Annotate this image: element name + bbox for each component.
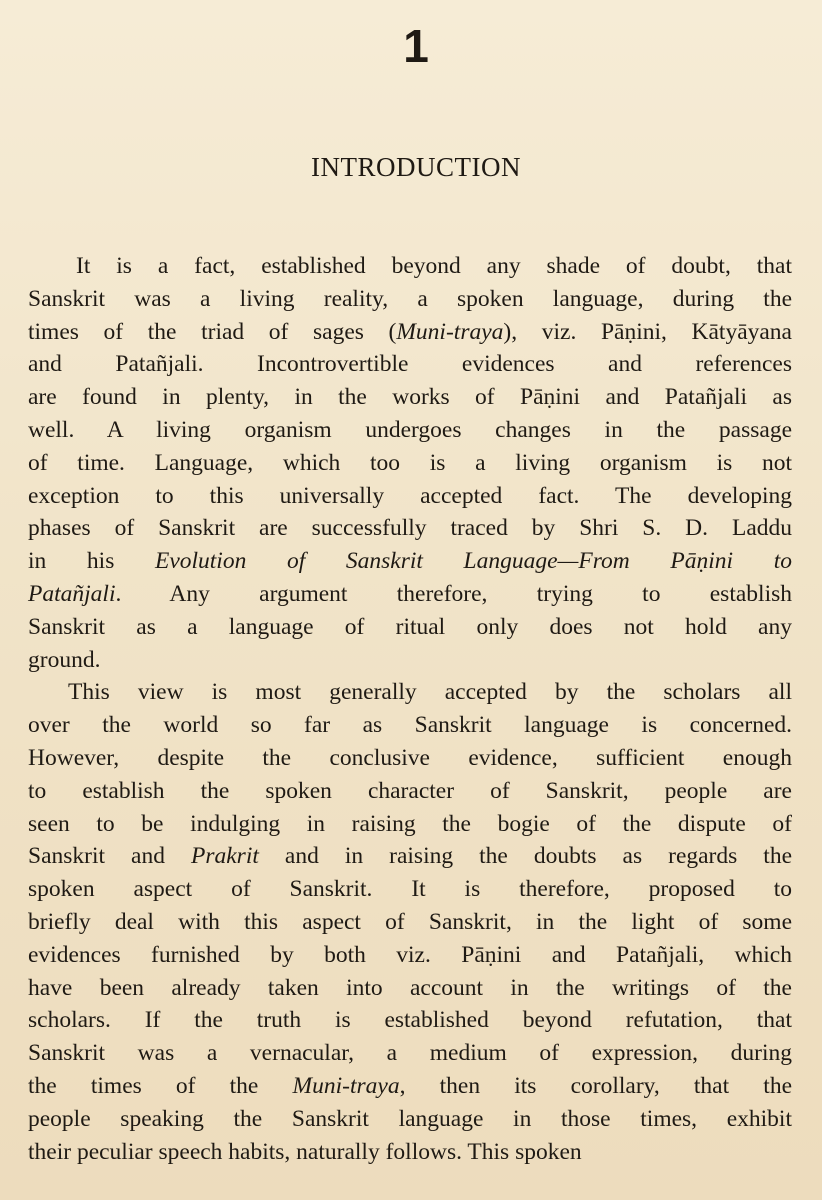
paragraph [28,250,792,676]
text-line: Sanskrit as a language of ritual only does not hold any [28,613,792,640]
text-line: times of the triad of sages (Muni-traya), viz. Pāṇini, Kātyāyana [28,318,792,345]
text-line: ground. [28,646,101,673]
text-line: exception to this universally accepted fact. The developing [28,482,792,509]
text-line: This view is most generally accepted by the scholars all [68,679,792,706]
text-line: However, despite the conclusive evidence, sufficient enough [28,744,792,771]
text-line: It is a fact, established beyond any shade of doubt, that [76,253,792,279]
text-line: and Patañjali. Incontrovertible evidences and references [28,351,792,378]
text-line: over the world so far as Sanskrit language is concerned. [28,712,792,739]
text-line: are found in plenty, in the works of Pāṇini and Patañjali as [28,384,792,411]
text-line: of time. Language, which too is a living organism is not [28,449,792,476]
chapter-body-text [28,250,792,1168]
text-line: the times of the Muni-traya, then its corollary, that the [28,1072,792,1099]
text-line: briefly deal with this aspect of Sanskrit, in the light of some [28,908,792,935]
text-line: Sanskrit was a living reality, a spoken language, during the [28,285,792,312]
text-line: scholars. If the truth is established beyond refutation, that [28,1007,792,1034]
text-line: evidences furnished by both viz. Pāṇini and Patañjali, which [28,941,792,968]
text-line: spoken aspect of Sanskrit. It is therefore, proposed to [28,876,792,903]
text-line: phases of Sanskrit are successfully traced by Shri S. D. Laddu [28,515,792,542]
text-line: well. A living organism undergoes changes in the passage [28,416,792,443]
text-line: Sanskrit was a vernacular, a medium of expression, during [28,1040,792,1067]
text-line: seen to be indulging in raising the bogie of the dispute of [28,810,792,837]
paragraph [28,676,792,1168]
text-line: in his Evolution of Sanskrit Language—From Pāṇini to [28,548,792,575]
text-line: have been already taken into account in the writings of the [28,974,792,1001]
text-line: Patañjali. Any argument therefore, trying to establish [28,580,792,607]
chapter-title: INTRODUCTION [311,152,521,182]
chapter-number: 1 [403,20,429,72]
text-line: their peculiar speech habits, naturally follows. This spoken [28,1138,582,1165]
text-line: to establish the spoken character of Sanskrit, people are [28,777,792,804]
text-line: Sanskrit and Prakrit and in raising the doubts as regards the [28,843,792,870]
text-line: people speaking the Sanskrit language in those times, exhibit [28,1105,792,1132]
